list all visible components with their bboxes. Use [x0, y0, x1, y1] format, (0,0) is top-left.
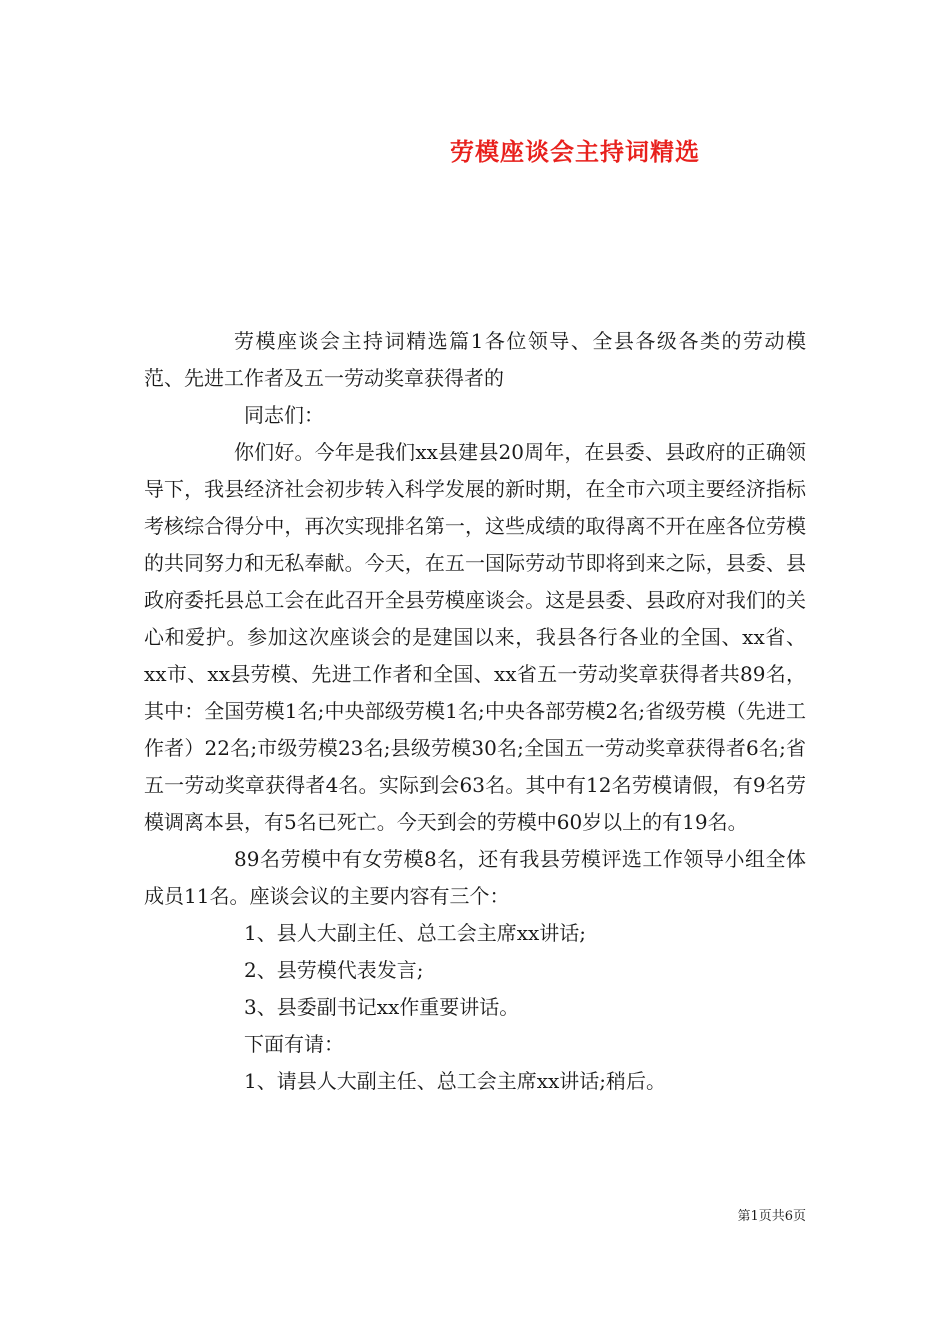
- agenda-item-3: 3、县委副书记xx作重要讲话。: [244, 995, 520, 1019]
- paragraph-salutation: 同志们：: [244, 403, 324, 427]
- paragraph-female-models: 89名劳模中有女劳模8名，还有我县劳模评选工作领导小组全体成员11名。座谈会议的主要内容有三个：: [144, 847, 806, 908]
- paragraph-speech-1: 1、请县人大副主任、总工会主席xx讲话;稍后。: [244, 1069, 667, 1093]
- paragraph-invite: 下面有请：: [244, 1032, 344, 1056]
- page-number: 第1页共6页: [737, 1209, 806, 1224]
- document-title: 劳模座谈会主持词精选: [450, 137, 700, 166]
- agenda-item-2: 2、县劳模代表发言;: [244, 958, 424, 982]
- document-body: [144, 323, 806, 1100]
- paragraph-opening: 劳模座谈会主持词精选篇1各位领导、全县各级各类的劳动模范、先进工作者及五一劳动奖章获得者的: [144, 329, 806, 390]
- agenda-item-1: 1、县人大副主任、总工会主席xx讲话;: [244, 921, 587, 945]
- paragraph-main: 你们好。今年是我们xx县建县20周年，在县委、县政府的正确领导下，我县经济社会初步转入科学发展的新时期，在全市六项主要经济指标考核综合得分中，再次实现排名第一，这些成绩的取得离不开在座各位劳模的共同努力和无私奉献。今天，在五一国际劳动节即将到来之际，县委、县政府委托县总工会在此召开全县劳模座谈会。这是县委、县政府对我们的关心和爱护。参加这次座谈会的是建国以来，我县各行各业的全国、xx省、xx市、xx县劳模、先进工作者和全国、xx省五一劳动奖章获得者共89名，其中：全国劳模1名;中央部级劳模1名;中央各部劳模2名;省级劳模（先进工作者）22名;市级劳模23名;县级劳模30名;全国五一劳动奖章获得者6名;省五一劳动奖章获得者4名。实际到会63名。其中有12名劳模请假，有9名劳模调离本县，有5名已死亡。今天到会的劳模中60岁以上的有19名。: [144, 440, 806, 834]
